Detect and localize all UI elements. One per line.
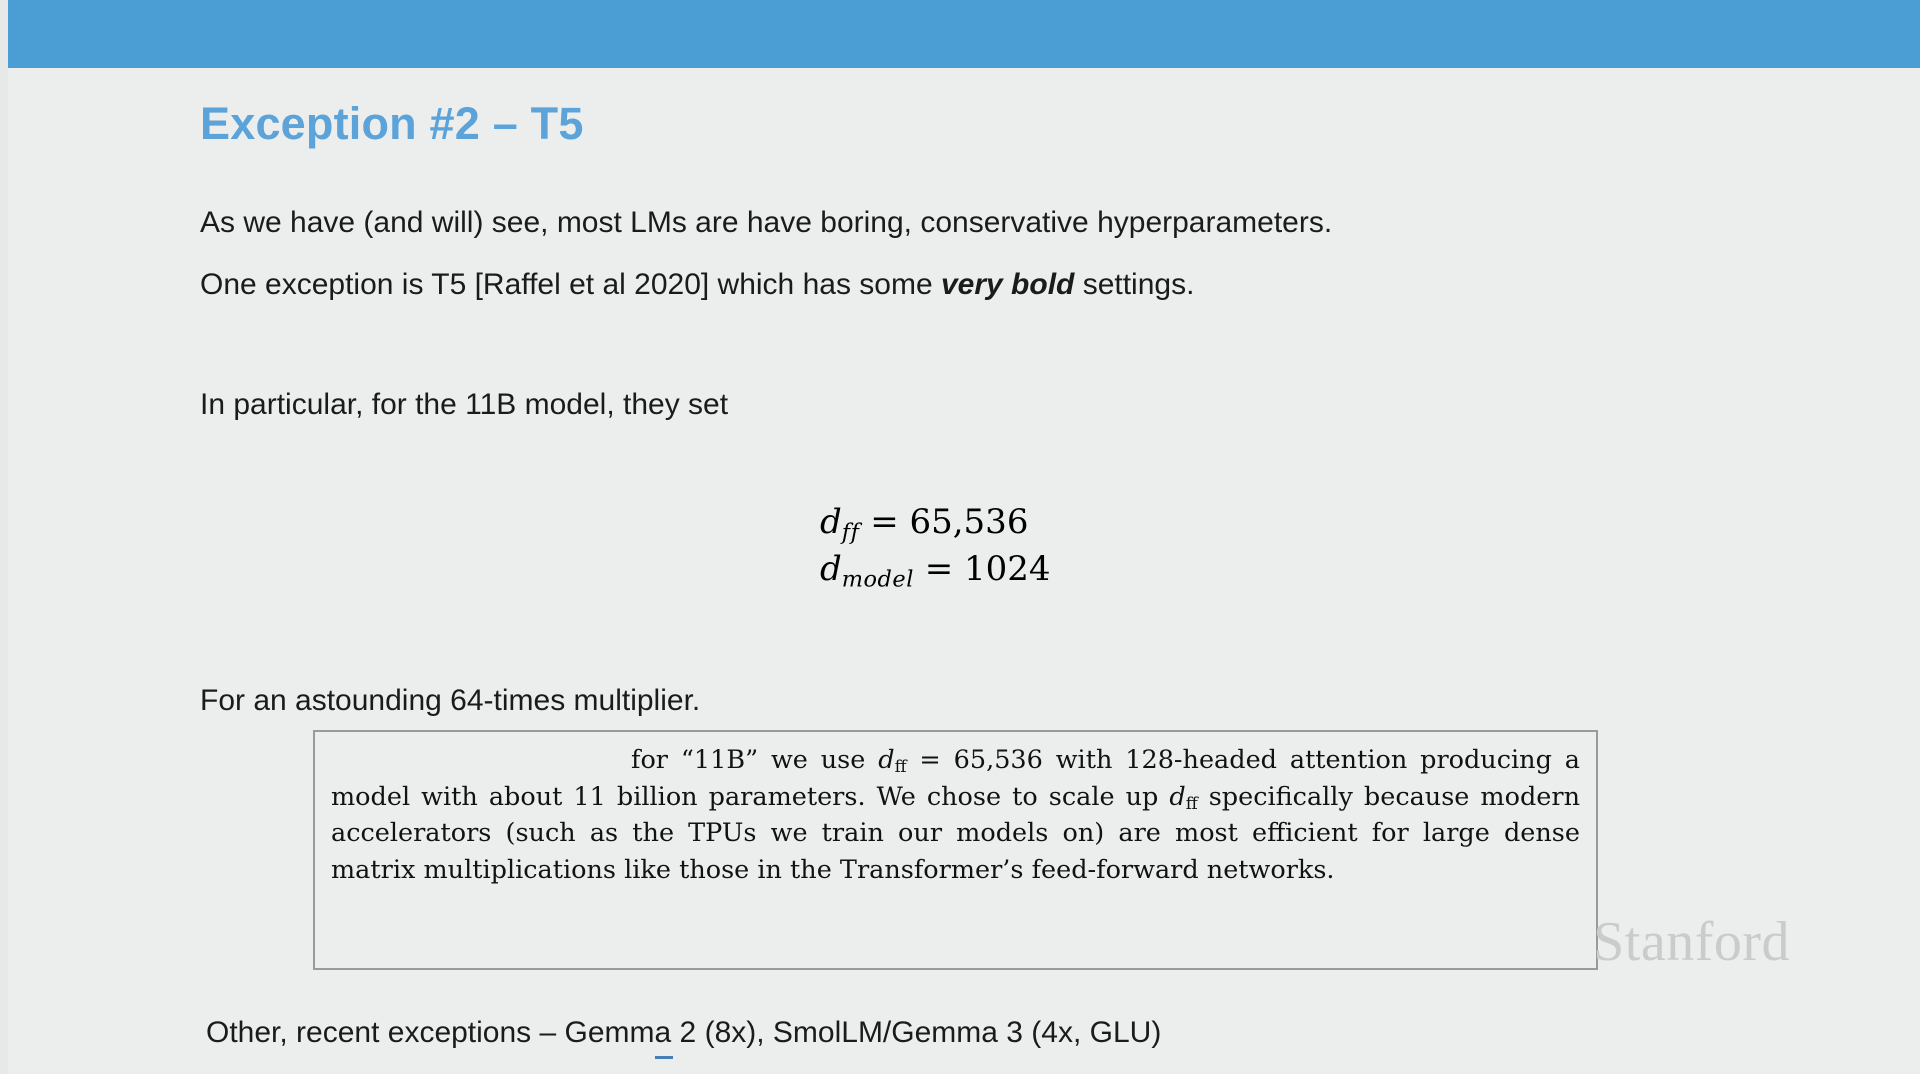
math-dmodel-subscript: model xyxy=(841,566,914,593)
multiplier-paragraph: For an astounding 64-times multiplier. xyxy=(200,684,701,717)
math-line-dff xyxy=(820,500,1051,547)
math-dff-subscript: ff xyxy=(841,519,860,546)
slide-left-edge xyxy=(0,0,8,1080)
other-exceptions-paragraph: Other, recent exceptions – Gemma 2 (8x), SmolLM/Gemma 3 (4x, GLU) xyxy=(206,1016,1162,1049)
math-dff-variable: d xyxy=(820,502,842,542)
quote-segment-2: = 65,536 with 128-headed attention producing a model with about 11 billion parameters. We chose to scale up xyxy=(331,745,1580,812)
math-block xyxy=(820,500,1051,595)
intro-paragraph-line-1: As we have (and will) see, most LMs are have boring, conservative hyperparameters. xyxy=(200,206,1333,239)
slide-header-bar xyxy=(8,0,1920,68)
slide-bottom-edge xyxy=(0,1074,1920,1080)
quote-dff-variable-1: d xyxy=(878,745,895,775)
paper-quote-box xyxy=(313,730,1598,970)
math-line-dmodel xyxy=(820,547,1051,594)
quote-dff-subscript-1: ff xyxy=(894,756,907,777)
quote-dff-subscript-2: ff xyxy=(1185,792,1198,813)
paper-quote-text xyxy=(331,742,1580,889)
quote-segment-1: for “11B” we use xyxy=(631,745,879,775)
setup-paragraph: In particular, for the 11B model, they set xyxy=(200,388,729,421)
annotation-underline xyxy=(655,1056,673,1059)
intro-line2-suffix: settings. xyxy=(1074,268,1195,301)
intro-line2-emphasis: very bold xyxy=(940,268,1075,301)
stanford-watermark: Stanford xyxy=(1593,911,1790,973)
math-dmodel-value: = 1024 xyxy=(924,549,1051,590)
quote-dff-variable-2: d xyxy=(1169,781,1186,812)
quote-segment-3: specifically because modern accelerators (such as the TPUs we train our models on) are most efficient for large dense matrix multiplications like those in the Transformer’s feed-forward networks. xyxy=(331,781,1580,886)
math-dmodel-variable: d xyxy=(820,549,842,590)
math-dff-value: = 65,536 xyxy=(870,502,1029,542)
page-title: Exception #2 – T5 xyxy=(200,98,584,149)
intro-line2-prefix: One exception is T5 [Raffel et al 2020] which has some xyxy=(200,268,941,301)
intro-paragraph-line-2 xyxy=(200,270,1194,300)
